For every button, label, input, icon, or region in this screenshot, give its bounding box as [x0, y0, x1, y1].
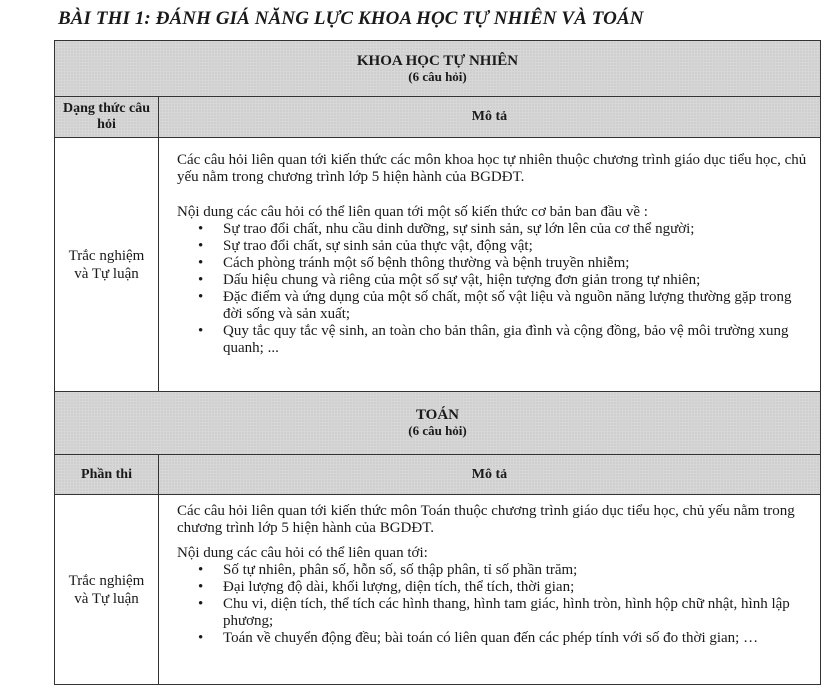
- science-question-type: Trắc nghiệm và Tự luận: [55, 138, 159, 392]
- list-item: • Sự trao đổi chất, sự sinh sản của thực vật, động vật;: [223, 238, 810, 255]
- science-section-header: [55, 41, 821, 97]
- list-item: • Đặc điểm và ứng dụng của một số chất, một số vật liệu và nguồn năng lượng thường gặp trong đời sống và sản xuất;: [223, 289, 810, 323]
- math-topic-list: [177, 562, 810, 647]
- page-title: BÀI THI 1: ĐÁNH GIÁ NĂNG LỰC KHOA HỌC TỰ NHIÊN VÀ TOÁN: [58, 8, 644, 29]
- math-question-count: (6 câu hỏi): [408, 423, 467, 438]
- list-item: • Dấu hiệu chung và riêng của một số sự vật, hiện tượng đơn giản trong tự nhiên;: [223, 272, 810, 289]
- math-intro: Các câu hỏi liên quan tới kiến thức môn Toán thuộc chương trình giáo dục tiểu học, chủ yếu nằm trong chương trình lớp 5 hiện hành của BGDĐT.: [177, 503, 795, 536]
- list-item: • Cách phòng tránh một số bệnh thông thường và bệnh truyền nhiễm;: [223, 255, 810, 272]
- math-col-section-header: Phần thi: [55, 455, 159, 495]
- science-lead: Nội dung các câu hỏi có thể liên quan tới một số kiến thức cơ bản ban đầu về :: [177, 204, 648, 220]
- list-item: • Quy tắc quy tắc vệ sinh, an toàn cho bản thân, gia đình và cộng đồng, bảo vệ môi trường xung quanh; ...: [223, 323, 810, 357]
- science-heading: KHOA HỌC TỰ NHIÊN: [356, 52, 519, 69]
- science-intro: Các câu hỏi liên quan tới kiến thức các môn khoa học tự nhiên thuộc chương trình giáo dục tiểu học, chủ yếu nằm trong chương trình lớp 5 hiện hành của BGDĐT.: [177, 152, 807, 185]
- science-description: [159, 138, 821, 392]
- list-item: • Sự trao đổi chất, nhu cầu dinh dưỡng, sự sinh sản, sự lớn lên của cơ thể người;: [223, 221, 810, 238]
- math-section-header: [55, 392, 821, 455]
- list-item: • Toán về chuyển động đều; bài toán có liên quan đến các phép tính với số đo thời gian; …: [223, 630, 810, 647]
- science-col-question-type-header: Dạng thức câu hỏi: [55, 97, 159, 138]
- list-item: • Chu vi, diện tích, thể tích các hình thang, hình tam giác, hình tròn, hình hộp chữ nhật, hình lập phương;: [223, 596, 810, 630]
- science-col-description-header: Mô tả: [159, 97, 821, 138]
- list-item: • Đại lượng độ dài, khối lượng, diện tích, thể tích, thời gian;: [223, 579, 810, 596]
- math-lead: Nội dung các câu hỏi có thể liên quan tới:: [177, 545, 428, 561]
- science-question-count: (6 câu hỏi): [408, 68, 467, 84]
- math-question-type: Trắc nghiệm và Tự luận: [55, 495, 159, 685]
- list-item: • Số tự nhiên, phân số, hỗn số, số thập phân, tỉ số phần trăm;: [223, 562, 810, 579]
- math-col-description-header: Mô tả: [159, 455, 821, 495]
- math-description: [159, 495, 821, 685]
- math-heading: TOÁN: [415, 407, 460, 423]
- science-topic-list: [177, 221, 810, 357]
- exam-description-table: [54, 40, 821, 685]
